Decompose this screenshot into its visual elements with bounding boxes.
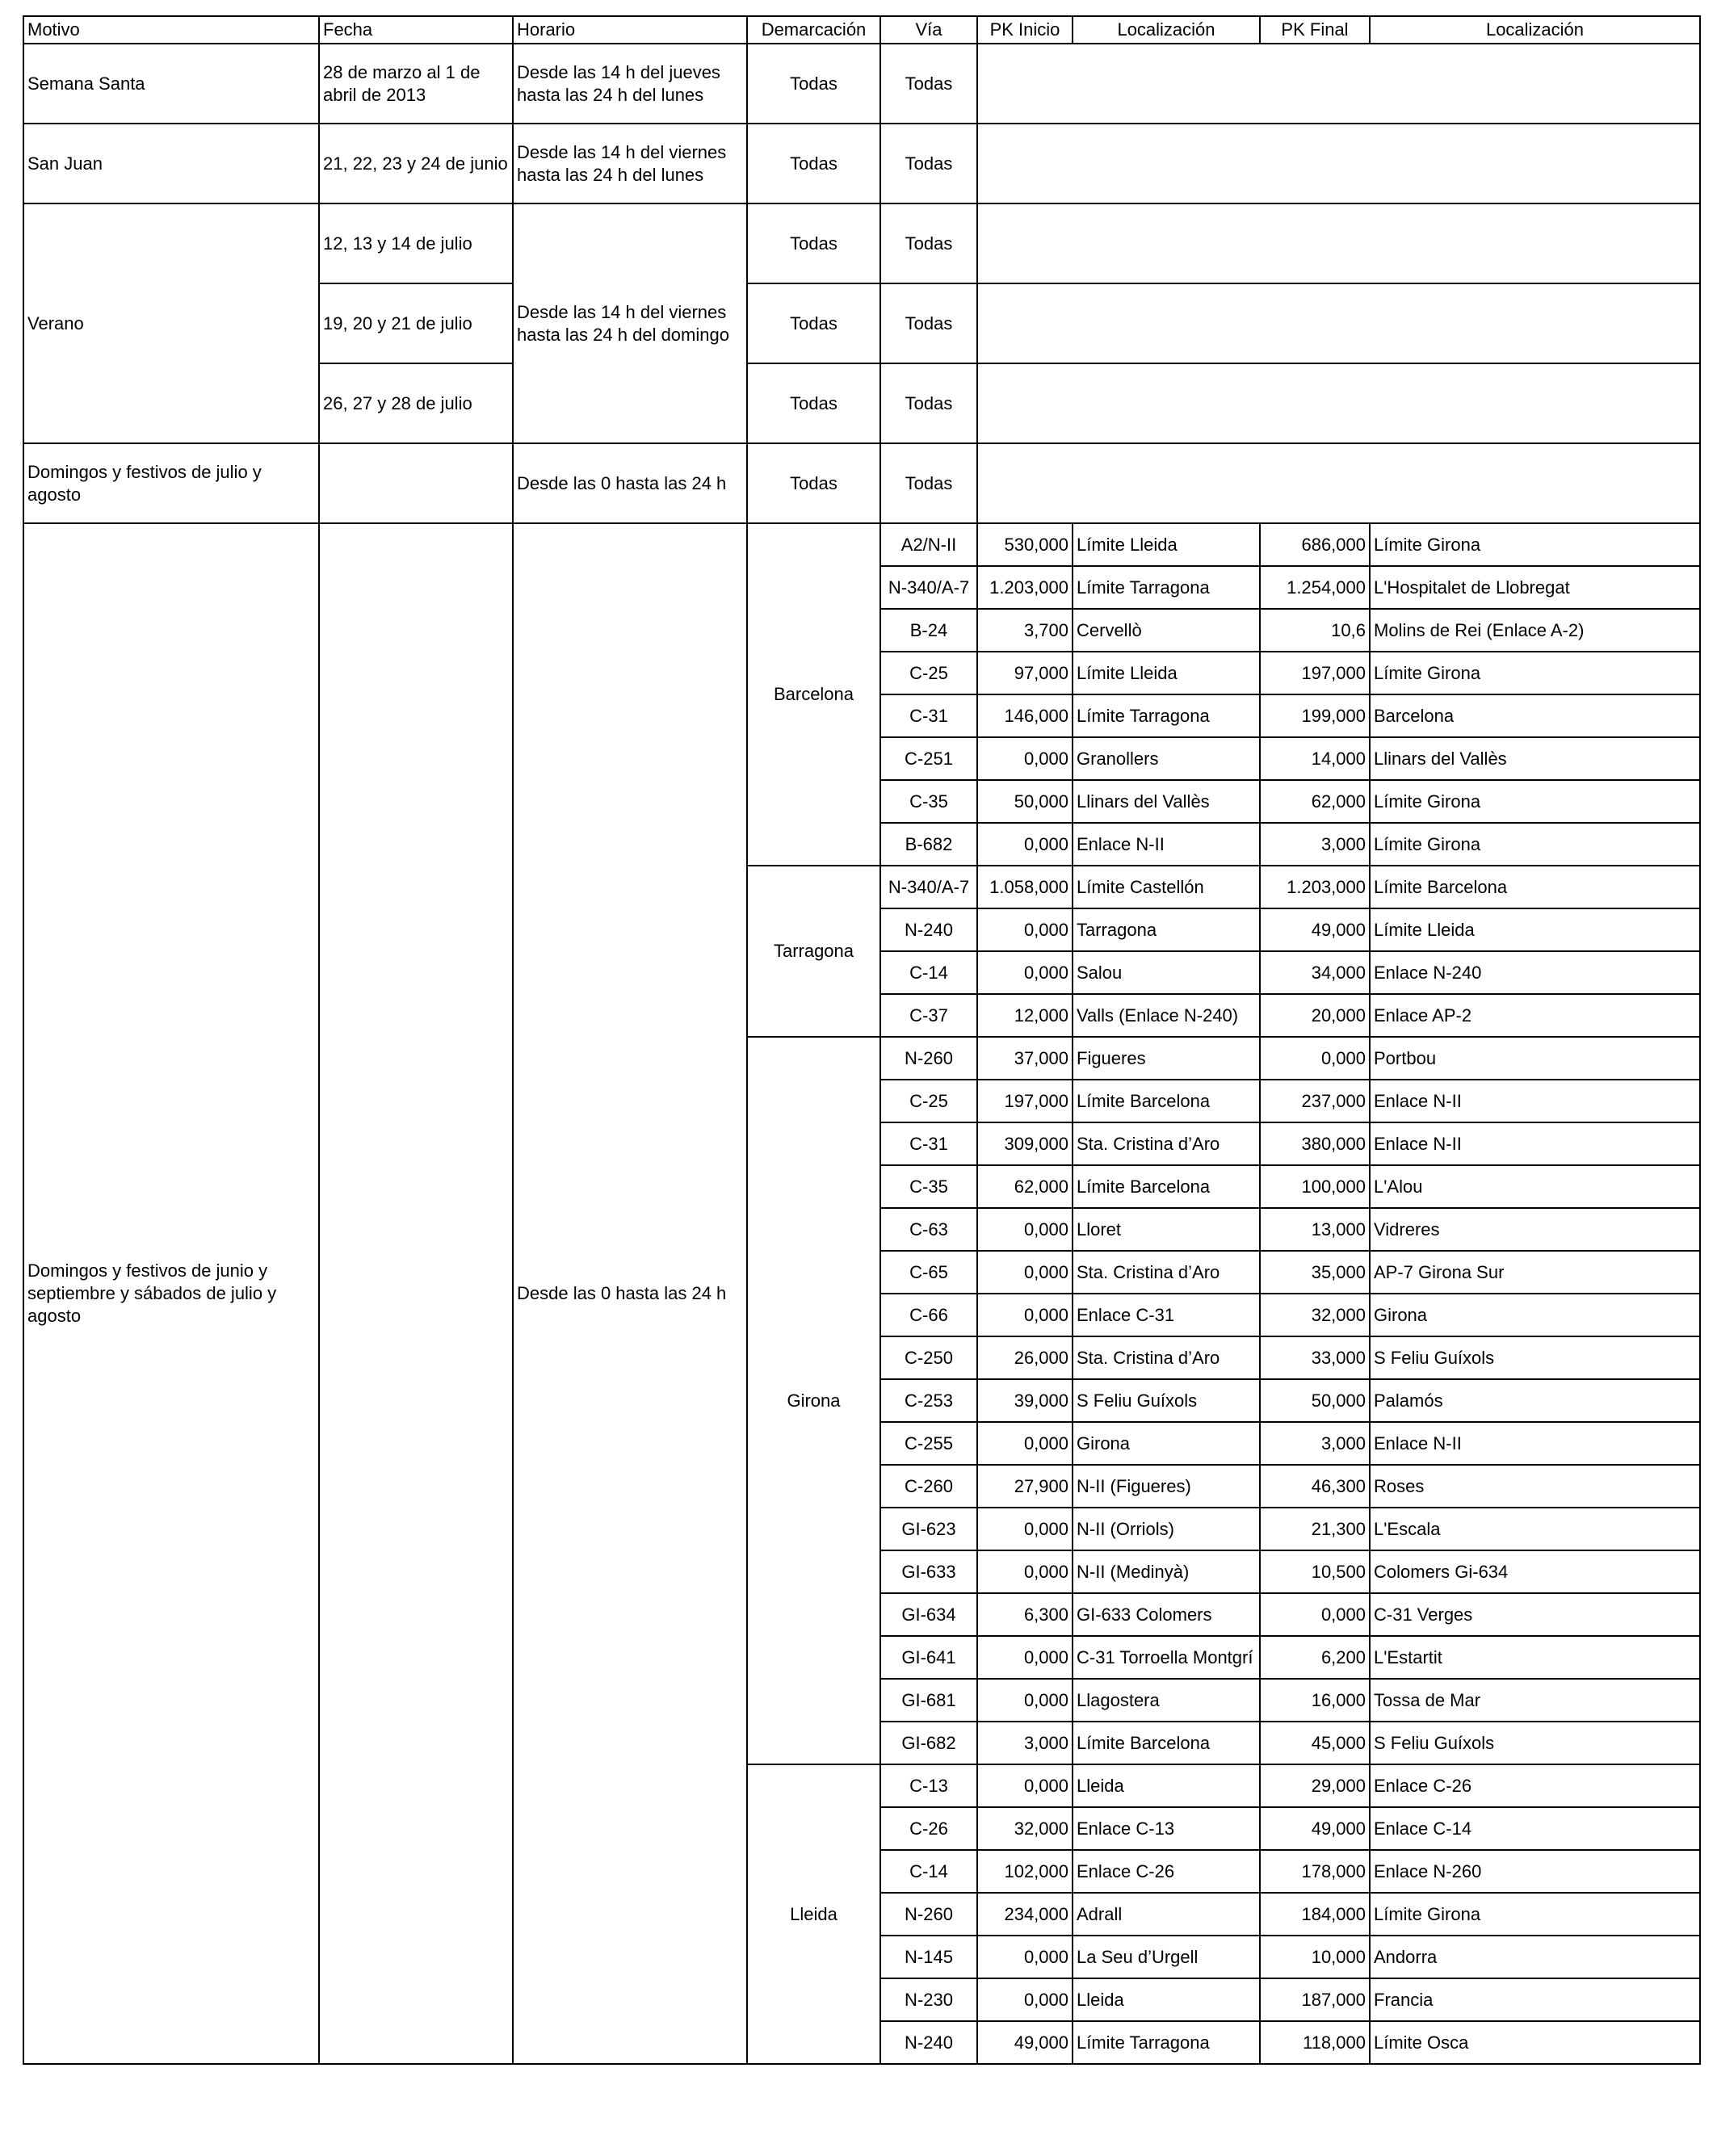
localizacion-inicio-cell: Límite Barcelona (1073, 1080, 1260, 1122)
demarcacion-cell: Todas (747, 203, 880, 283)
localizacion-final-cell: Roses (1370, 1465, 1700, 1508)
pk-final-cell: 0,000 (1260, 1037, 1370, 1080)
localizacion-final-cell: Enlace C-26 (1370, 1764, 1700, 1807)
via-cell: C-31 (880, 694, 977, 737)
pk-final-cell: 118,000 (1260, 2021, 1370, 2064)
pk-final-cell: 34,000 (1260, 951, 1370, 994)
localizacion-final-cell: Enlace N-II (1370, 1422, 1700, 1465)
via-cell: C-35 (880, 1165, 977, 1208)
pk-final-cell: 33,000 (1260, 1336, 1370, 1379)
via-cell: C-250 (880, 1336, 977, 1379)
pk-inicio-cell: 1.203,000 (977, 566, 1073, 609)
pk-inicio-cell: 1.058,000 (977, 866, 1073, 908)
localizacion-inicio-cell: La Seu d’Urgell (1073, 1936, 1260, 1978)
pk-final-cell: 21,300 (1260, 1508, 1370, 1550)
horario-cell: Desde las 14 h del jueves hasta las 24 h del lunes (513, 44, 747, 124)
demarcacion-cell: Lleida (747, 1764, 880, 2064)
pk-final-cell: 49,000 (1260, 1807, 1370, 1850)
localizacion-final-cell: Límite Girona (1370, 652, 1700, 694)
pk-final-cell: 62,000 (1260, 780, 1370, 823)
via-cell: GI-634 (880, 1593, 977, 1636)
pk-final-cell: 32,000 (1260, 1294, 1370, 1336)
localizacion-inicio-cell: Límite Tarragona (1073, 2021, 1260, 2064)
via-cell: N-230 (880, 1978, 977, 2021)
pk-final-cell: 178,000 (1260, 1850, 1370, 1893)
pk-final-cell: 686,000 (1260, 523, 1370, 566)
via-cell: C-65 (880, 1251, 977, 1294)
pk-final-cell: 197,000 (1260, 652, 1370, 694)
localizacion-inicio-cell: Límite Lleida (1073, 523, 1260, 566)
pk-inicio-cell: 12,000 (977, 994, 1073, 1037)
localizacion-final-cell: Andorra (1370, 1936, 1700, 1978)
pk-final-cell: 100,000 (1260, 1165, 1370, 1208)
via-cell: Todas (880, 124, 977, 203)
via-cell: C-14 (880, 951, 977, 994)
horario-cell: Desde las 0 hasta las 24 h (513, 443, 747, 523)
localizacion-final-cell: Límite Barcelona (1370, 866, 1700, 908)
empty-cell (977, 283, 1700, 363)
via-cell: N-260 (880, 1893, 977, 1936)
localizacion-inicio-cell: Límite Tarragona (1073, 694, 1260, 737)
pk-inicio-cell: 37,000 (977, 1037, 1073, 1080)
pk-inicio-cell: 0,000 (977, 951, 1073, 994)
pk-final-cell: 1.203,000 (1260, 866, 1370, 908)
pk-inicio-cell: 0,000 (977, 1936, 1073, 1978)
via-cell: Todas (880, 443, 977, 523)
pk-inicio-cell: 0,000 (977, 737, 1073, 780)
pk-inicio-cell: 62,000 (977, 1165, 1073, 1208)
demarcacion-cell: Girona (747, 1037, 880, 1764)
pk-final-cell: 6,200 (1260, 1636, 1370, 1679)
localizacion-inicio-cell: Salou (1073, 951, 1260, 994)
via-cell: Todas (880, 44, 977, 124)
localizacion-final-cell: Enlace N-II (1370, 1122, 1700, 1165)
fecha-cell: 26, 27 y 28 de julio (319, 363, 513, 443)
pk-inicio-cell: 0,000 (977, 1422, 1073, 1465)
pk-final-cell: 49,000 (1260, 908, 1370, 951)
motivo-cell: Semana Santa (23, 44, 319, 124)
horario-cell: Desde las 0 hasta las 24 h (513, 523, 747, 2064)
road-row (23, 523, 1700, 566)
pk-inicio-cell: 530,000 (977, 523, 1073, 566)
localizacion-inicio-cell: Llagostera (1073, 1679, 1260, 1722)
localizacion-final-cell: Enlace N-240 (1370, 951, 1700, 994)
via-cell: N-145 (880, 1936, 977, 1978)
localizacion-inicio-cell: C-31 Torroella Montgrí (1073, 1636, 1260, 1679)
pk-inicio-cell: 50,000 (977, 780, 1073, 823)
motivo-cell: Domingos y festivos de julio y agosto (23, 443, 319, 523)
header-motivo: Motivo (23, 16, 319, 44)
via-cell: C-13 (880, 1764, 977, 1807)
via-cell: Todas (880, 283, 977, 363)
via-cell: C-253 (880, 1379, 977, 1422)
pk-inicio-cell: 3,700 (977, 609, 1073, 652)
localizacion-inicio-cell: Tarragona (1073, 908, 1260, 951)
localizacion-inicio-cell: Girona (1073, 1422, 1260, 1465)
localizacion-final-cell: Portbou (1370, 1037, 1700, 1080)
empty-cell (977, 124, 1700, 203)
localizacion-inicio-cell: Límite Lleida (1073, 652, 1260, 694)
localizacion-final-cell: Enlace N-II (1370, 1080, 1700, 1122)
empty-cell (977, 203, 1700, 283)
pk-inicio-cell: 0,000 (977, 1636, 1073, 1679)
table-body (23, 16, 1700, 2064)
localizacion-final-cell: L'Alou (1370, 1165, 1700, 1208)
via-cell: C-25 (880, 652, 977, 694)
row-san-juan (23, 124, 1700, 203)
localizacion-final-cell: L'Estartit (1370, 1636, 1700, 1679)
pk-final-cell: 380,000 (1260, 1122, 1370, 1165)
localizacion-inicio-cell: Sta. Cristina d’Aro (1073, 1336, 1260, 1379)
demarcacion-cell: Todas (747, 443, 880, 523)
pk-final-cell: 10,500 (1260, 1550, 1370, 1593)
localizacion-final-cell: Palamós (1370, 1379, 1700, 1422)
via-cell: C-25 (880, 1080, 977, 1122)
localizacion-inicio-cell: Llinars del Vallès (1073, 780, 1260, 823)
pk-final-cell: 3,000 (1260, 1422, 1370, 1465)
localizacion-final-cell: AP-7 Girona Sur (1370, 1251, 1700, 1294)
pk-final-cell: 29,000 (1260, 1764, 1370, 1807)
via-cell: C-63 (880, 1208, 977, 1251)
via-cell: Todas (880, 203, 977, 283)
localizacion-inicio-cell: Adrall (1073, 1893, 1260, 1936)
pk-final-cell: 14,000 (1260, 737, 1370, 780)
via-cell: B-24 (880, 609, 977, 652)
pk-final-cell: 199,000 (1260, 694, 1370, 737)
header-row (23, 16, 1700, 44)
localizacion-inicio-cell: N-II (Medinyà) (1073, 1550, 1260, 1593)
fecha-cell (319, 523, 513, 2064)
header-pk-final: PK Final (1260, 16, 1370, 44)
localizacion-final-cell: Límite Girona (1370, 523, 1700, 566)
via-cell: N-340/A-7 (880, 866, 977, 908)
motivo-cell: Domingos y festivos de junio y septiembre y sábados de julio y agosto (23, 523, 319, 2064)
localizacion-inicio-cell: Enlace C-13 (1073, 1807, 1260, 1850)
localizacion-inicio-cell: Sta. Cristina d’Aro (1073, 1251, 1260, 1294)
pk-final-cell: 45,000 (1260, 1722, 1370, 1764)
header-demarcacion: Demarcación (747, 16, 880, 44)
localizacion-final-cell: Llinars del Vallès (1370, 737, 1700, 780)
localizacion-inicio-cell: Enlace N-II (1073, 823, 1260, 866)
via-cell: GI-641 (880, 1636, 977, 1679)
fecha-cell: 12, 13 y 14 de julio (319, 203, 513, 283)
via-cell: A2/N-II (880, 523, 977, 566)
via-cell: GI-681 (880, 1679, 977, 1722)
localizacion-inicio-cell: Límite Castellón (1073, 866, 1260, 908)
demarcacion-cell: Barcelona (747, 523, 880, 866)
pk-final-cell: 184,000 (1260, 1893, 1370, 1936)
localizacion-inicio-cell: Lleida (1073, 1978, 1260, 2021)
pk-inicio-cell: 102,000 (977, 1850, 1073, 1893)
localizacion-inicio-cell: Límite Tarragona (1073, 566, 1260, 609)
header-fecha: Fecha (319, 16, 513, 44)
via-cell: N-260 (880, 1037, 977, 1080)
pk-inicio-cell: 0,000 (977, 1764, 1073, 1807)
localizacion-final-cell: Tossa de Mar (1370, 1679, 1700, 1722)
pk-inicio-cell: 0,000 (977, 1294, 1073, 1336)
motivo-cell: Verano (23, 203, 319, 443)
row-verano-1 (23, 203, 1700, 283)
header-via: Vía (880, 16, 977, 44)
via-cell: B-682 (880, 823, 977, 866)
fecha-cell: 21, 22, 23 y 24 de junio (319, 124, 513, 203)
localizacion-final-cell: Colomers Gi-634 (1370, 1550, 1700, 1593)
pk-inicio-cell: 49,000 (977, 2021, 1073, 2064)
fecha-cell (319, 443, 513, 523)
demarcacion-cell: Todas (747, 124, 880, 203)
localizacion-final-cell: Enlace N-260 (1370, 1850, 1700, 1893)
via-cell: C-35 (880, 780, 977, 823)
via-cell: Todas (880, 363, 977, 443)
pk-final-cell: 16,000 (1260, 1679, 1370, 1722)
via-cell: GI-682 (880, 1722, 977, 1764)
row-semana-santa (23, 44, 1700, 124)
pk-inicio-cell: 97,000 (977, 652, 1073, 694)
pk-final-cell: 1.254,000 (1260, 566, 1370, 609)
via-cell: N-240 (880, 2021, 977, 2064)
pk-inicio-cell: 39,000 (977, 1379, 1073, 1422)
empty-cell (977, 443, 1700, 523)
via-cell: C-255 (880, 1422, 977, 1465)
localizacion-final-cell: Límite Girona (1370, 1893, 1700, 1936)
pk-inicio-cell: 3,000 (977, 1722, 1073, 1764)
pk-inicio-cell: 32,000 (977, 1807, 1073, 1850)
via-cell: N-340/A-7 (880, 566, 977, 609)
localizacion-inicio-cell: Enlace C-31 (1073, 1294, 1260, 1336)
via-cell: C-260 (880, 1465, 977, 1508)
via-cell: C-26 (880, 1807, 977, 1850)
localizacion-inicio-cell: Granollers (1073, 737, 1260, 780)
pk-final-cell: 3,000 (1260, 823, 1370, 866)
via-cell: C-14 (880, 1850, 977, 1893)
localizacion-final-cell: Enlace C-14 (1370, 1807, 1700, 1850)
pk-inicio-cell: 27,900 (977, 1465, 1073, 1508)
demarcacion-cell: Tarragona (747, 866, 880, 1037)
via-cell: C-31 (880, 1122, 977, 1165)
localizacion-final-cell: Enlace AP-2 (1370, 994, 1700, 1037)
localizacion-inicio-cell: Enlace C-26 (1073, 1850, 1260, 1893)
localizacion-inicio-cell: Sta. Cristina d’Aro (1073, 1122, 1260, 1165)
header-horario: Horario (513, 16, 747, 44)
pk-final-cell: 237,000 (1260, 1080, 1370, 1122)
motivo-cell: San Juan (23, 124, 319, 203)
localizacion-inicio-cell: Cervellò (1073, 609, 1260, 652)
localizacion-final-cell: S Feliu Guíxols (1370, 1336, 1700, 1379)
via-cell: GI-633 (880, 1550, 977, 1593)
via-cell: N-240 (880, 908, 977, 951)
localizacion-final-cell: C-31 Verges (1370, 1593, 1700, 1636)
header-localizacion-final: Localización (1370, 16, 1700, 44)
localizacion-inicio-cell: Lleida (1073, 1764, 1260, 1807)
pk-final-cell: 187,000 (1260, 1978, 1370, 2021)
fecha-cell: 28 de marzo al 1 de abril de 2013 (319, 44, 513, 124)
via-cell: C-251 (880, 737, 977, 780)
pk-inicio-cell: 234,000 (977, 1893, 1073, 1936)
pk-final-cell: 0,000 (1260, 1593, 1370, 1636)
localizacion-inicio-cell: Figueres (1073, 1037, 1260, 1080)
localizacion-final-cell: Molins de Rei (Enlace A-2) (1370, 609, 1700, 652)
pk-inicio-cell: 0,000 (977, 908, 1073, 951)
pk-inicio-cell: 0,000 (977, 823, 1073, 866)
pk-final-cell: 13,000 (1260, 1208, 1370, 1251)
via-cell: GI-623 (880, 1508, 977, 1550)
pk-inicio-cell: 309,000 (977, 1122, 1073, 1165)
localizacion-final-cell: Francia (1370, 1978, 1700, 2021)
fecha-cell: 19, 20 y 21 de julio (319, 283, 513, 363)
demarcacion-cell: Todas (747, 283, 880, 363)
pk-inicio-cell: 0,000 (977, 1978, 1073, 2021)
pk-final-cell: 46,300 (1260, 1465, 1370, 1508)
localizacion-final-cell: Límite Girona (1370, 823, 1700, 866)
localizacion-inicio-cell: GI-633 Colomers (1073, 1593, 1260, 1636)
horario-cell: Desde las 14 h del viernes hasta las 24 h del domingo (513, 203, 747, 443)
localizacion-inicio-cell: Límite Barcelona (1073, 1722, 1260, 1764)
localizacion-inicio-cell: Valls (Enlace N-240) (1073, 994, 1260, 1037)
pk-inicio-cell: 0,000 (977, 1679, 1073, 1722)
localizacion-final-cell: S Feliu Guíxols (1370, 1722, 1700, 1764)
pk-inicio-cell: 0,000 (977, 1251, 1073, 1294)
localizacion-final-cell: Límite Lleida (1370, 908, 1700, 951)
header-pk-inicio: PK Inicio (977, 16, 1073, 44)
localizacion-inicio-cell: N-II (Orriols) (1073, 1508, 1260, 1550)
localizacion-final-cell: Límite Girona (1370, 780, 1700, 823)
pk-inicio-cell: 6,300 (977, 1593, 1073, 1636)
localizacion-final-cell: Barcelona (1370, 694, 1700, 737)
pk-final-cell: 20,000 (1260, 994, 1370, 1037)
traffic-restrictions-table (23, 15, 1701, 2065)
localizacion-inicio-cell: Lloret (1073, 1208, 1260, 1251)
pk-inicio-cell: 0,000 (977, 1208, 1073, 1251)
localizacion-inicio-cell: S Feliu Guíxols (1073, 1379, 1260, 1422)
pk-inicio-cell: 0,000 (977, 1508, 1073, 1550)
via-cell: C-66 (880, 1294, 977, 1336)
empty-cell (977, 363, 1700, 443)
pk-inicio-cell: 146,000 (977, 694, 1073, 737)
localizacion-final-cell: Girona (1370, 1294, 1700, 1336)
pk-inicio-cell: 0,000 (977, 1550, 1073, 1593)
empty-cell (977, 44, 1700, 124)
pk-inicio-cell: 197,000 (977, 1080, 1073, 1122)
via-cell: C-37 (880, 994, 977, 1037)
demarcacion-cell: Todas (747, 44, 880, 124)
pk-final-cell: 35,000 (1260, 1251, 1370, 1294)
localizacion-inicio-cell: Límite Barcelona (1073, 1165, 1260, 1208)
restrictions-document (23, 15, 1701, 2065)
pk-final-cell: 50,000 (1260, 1379, 1370, 1422)
horario-cell: Desde las 14 h del viernes hasta las 24 h del lunes (513, 124, 747, 203)
localizacion-final-cell: Límite Osca (1370, 2021, 1700, 2064)
header-localizacion-inicio: Localización (1073, 16, 1260, 44)
pk-final-cell: 10,6 (1260, 609, 1370, 652)
localizacion-final-cell: Vidreres (1370, 1208, 1700, 1251)
demarcacion-cell: Todas (747, 363, 880, 443)
localizacion-final-cell: L'Escala (1370, 1508, 1700, 1550)
pk-final-cell: 10,000 (1260, 1936, 1370, 1978)
localizacion-inicio-cell: N-II (Figueres) (1073, 1465, 1260, 1508)
pk-inicio-cell: 26,000 (977, 1336, 1073, 1379)
localizacion-final-cell: L'Hospitalet de Llobregat (1370, 566, 1700, 609)
row-domingos-julio-agosto (23, 443, 1700, 523)
